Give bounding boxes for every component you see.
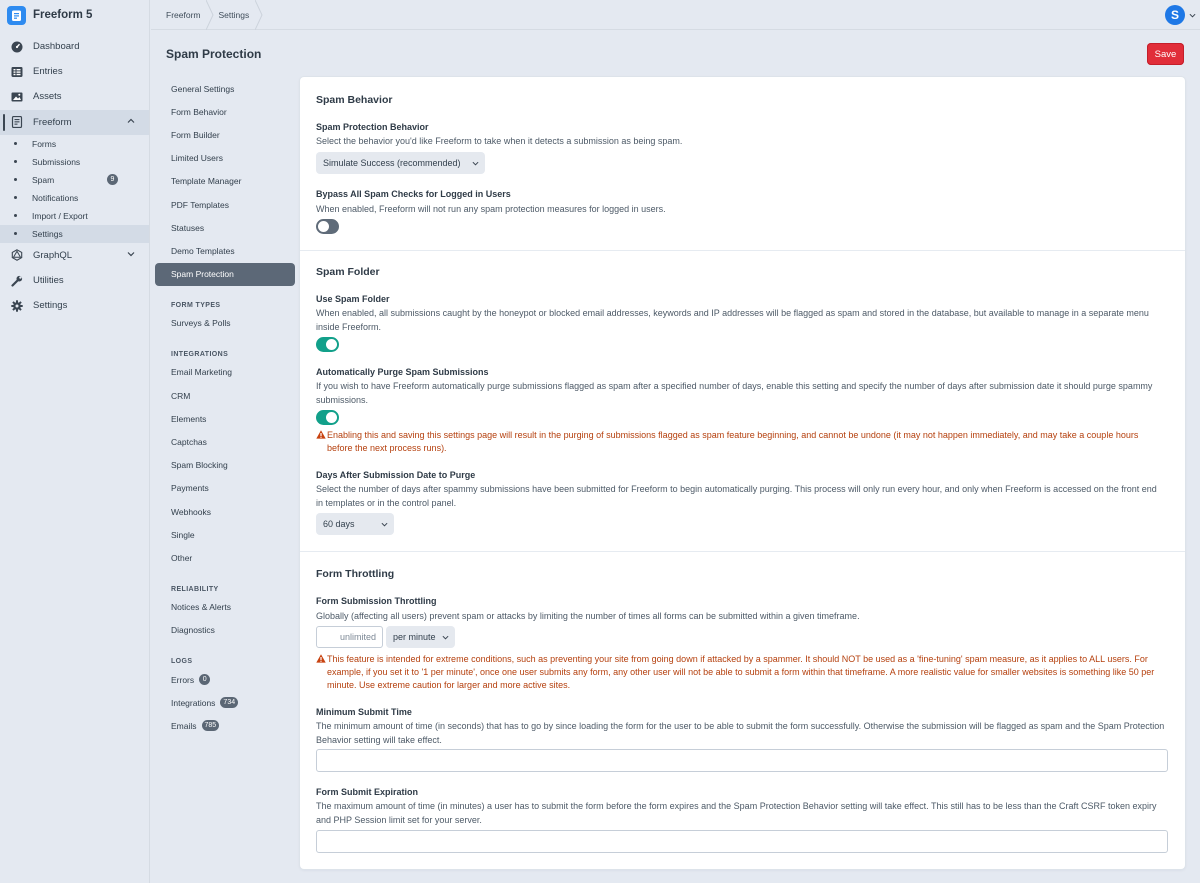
settings-nav-emails-log[interactable] xyxy=(155,714,295,737)
top-bar xyxy=(151,0,1200,30)
warning-icon xyxy=(316,430,326,439)
field-label-auto-purge: Automatically Purge Spam Submissions xyxy=(316,367,489,377)
settings-nav-form-builder[interactable]: Form Builder xyxy=(171,129,220,140)
settings-nav-notices-alerts[interactable]: Notices & Alerts xyxy=(171,602,231,613)
chevron-down-icon xyxy=(442,634,449,641)
section-title-spam-folder: Spam Folder xyxy=(316,266,380,278)
settings-content xyxy=(300,77,1185,869)
sub-item-label: Notifications xyxy=(32,192,79,203)
section-divider xyxy=(300,551,1185,552)
settings-nav-general-settings[interactable]: General Settings xyxy=(171,83,235,94)
sub-item-label: Forms xyxy=(32,138,57,149)
settings-nav-surveys-polls[interactable]: Surveys & Polls xyxy=(171,318,231,329)
save-button[interactable]: Save xyxy=(1147,43,1184,65)
nav-label: Dashboard xyxy=(33,41,80,53)
toggle-knob xyxy=(318,221,329,232)
settings-nav-pdf-templates[interactable]: PDF Templates xyxy=(171,199,229,210)
section-title-spam-behavior: Spam Behavior xyxy=(316,94,393,106)
field-desc-auto-purge: If you wish to have Freeform automatically purge submissions flagged as spam after a specified number of days, enable this setting and specify the number of days after submission date it should purge spammy submissions. xyxy=(316,381,1153,405)
toggle-knob xyxy=(326,339,337,350)
section-title-form-throttling: Form Throttling xyxy=(316,568,395,580)
subnav-label: Integrations xyxy=(171,697,216,708)
freeform-icon xyxy=(10,116,23,129)
graphql-icon xyxy=(10,249,23,262)
settings-nav-limited-users[interactable]: Limited Users xyxy=(171,153,223,164)
sub-item-forms[interactable] xyxy=(0,135,149,153)
field-label-use-spam-folder: Use Spam Folder xyxy=(316,294,390,304)
sub-item-notifications[interactable] xyxy=(0,189,149,207)
subnav-heading-logs: LOGS xyxy=(171,657,193,665)
brand[interactable] xyxy=(0,0,149,30)
throttle-count-input[interactable] xyxy=(316,626,383,648)
nav-item-assets[interactable] xyxy=(0,84,149,109)
global-nav xyxy=(0,34,149,318)
settings-nav-errors[interactable] xyxy=(155,668,295,691)
sub-item-spam[interactable] xyxy=(0,171,149,189)
nav-label: GraphQL xyxy=(33,249,73,261)
settings-nav-integrations-log[interactable] xyxy=(155,691,295,714)
settings-nav-crm[interactable]: CRM xyxy=(171,390,191,401)
spam-behavior-select[interactable] xyxy=(316,152,485,174)
settings-nav-elements[interactable]: Elements xyxy=(171,413,207,424)
field-label-days-to-purge: Days After Submission Date to Purge xyxy=(316,470,476,480)
use-spam-folder-toggle[interactable] xyxy=(316,337,339,352)
chevron-down-icon xyxy=(381,521,388,528)
nav-label: Utilities xyxy=(33,275,64,287)
field-desc-use-spam-folder: When enabled, all submissions caught by the honeypot or blocked email addresses, keywords and IP addresses will be flagged as spam and stored in the database, but available to manage in a separate menu inside Freeform. xyxy=(316,308,1149,332)
nav-item-freeform[interactable] xyxy=(0,110,149,135)
field-desc-form-submit-expiration: The maximum amount of time (in minutes) a user has to submit the form before the form expires and the Spam Protection Behavior setting will take effect. This still has to be less than the Craft CSRF token expiry and PHP Session limit set for your server. xyxy=(316,801,1157,825)
field-label-spam-protection-behavior: Spam Protection Behavior xyxy=(316,122,429,132)
throttling-warning xyxy=(316,653,1166,693)
settings-nav-spam-protection[interactable]: Spam Protection xyxy=(155,263,295,286)
select-value: 60 days xyxy=(323,519,355,529)
chevron-down-icon[interactable] xyxy=(127,250,135,261)
sub-item-label: Settings xyxy=(32,228,63,239)
sub-item-label: Import / Export xyxy=(32,210,88,221)
nav-item-entries[interactable] xyxy=(0,59,149,84)
field-desc-days-to-purge: Select the number of days after spammy submissions have been submitted for Freeform to begin automatically purging. This process will only run every hour, and only when Freeform is accessed on the front end in templates or in the control panel. xyxy=(316,484,1157,508)
subnav-label: Emails xyxy=(171,720,197,731)
chevron-down-icon[interactable] xyxy=(1189,12,1196,19)
app-title: Freeform 5 xyxy=(33,9,93,21)
bullet-icon xyxy=(14,178,17,181)
sub-item-label: Spam xyxy=(32,174,55,185)
integrations-count-badge: 734 xyxy=(220,697,238,708)
breadcrumb-separator-icon xyxy=(206,0,214,30)
toggle-knob xyxy=(326,412,337,423)
warning-icon xyxy=(316,654,326,663)
subnav-label: Errors xyxy=(171,674,195,685)
nav-label: Settings xyxy=(33,300,68,312)
chevron-up-icon[interactable] xyxy=(127,117,135,128)
subnav-heading-form-types: FORM TYPES xyxy=(171,301,221,309)
select-value: Simulate Success (recommended) xyxy=(323,158,461,168)
sub-item-settings[interactable] xyxy=(0,225,149,243)
bypass-logged-in-toggle[interactable] xyxy=(316,219,339,234)
errors-count-badge: 0 xyxy=(199,674,210,685)
breadcrumb-freeform[interactable] xyxy=(151,0,214,30)
field-desc-minimum-submit-time: The minimum amount of time (in seconds) that has to go by since loading the form for the user to be able to submit the form successfully. Otherwise the submission will be flagged as spam and the Spam Protection Behavior setting will take effect. xyxy=(316,721,1165,745)
settings-nav-single[interactable]: Single xyxy=(171,529,195,540)
sub-item-import-export[interactable] xyxy=(0,207,149,225)
bullet-icon xyxy=(14,160,17,163)
field-label-submission-throttling: Form Submission Throttling xyxy=(316,596,437,606)
user-avatar[interactable]: S xyxy=(1165,5,1185,25)
settings-nav-statuses[interactable]: Statuses xyxy=(171,222,205,233)
minimum-submit-time-input[interactable] xyxy=(316,749,1168,772)
emails-count-badge: 785 xyxy=(202,720,220,731)
wrench-icon xyxy=(10,274,23,287)
breadcrumb-label: Settings xyxy=(218,9,250,20)
bullet-icon xyxy=(14,232,17,235)
field-desc-spam-protection-behavior: Select the behavior you'd like Freeform to take when it detects a submission as being spam. xyxy=(316,136,683,146)
chevron-down-icon xyxy=(472,160,479,167)
throttle-interval-select[interactable] xyxy=(386,626,455,648)
page-title: Spam Protection xyxy=(166,47,262,61)
field-desc-bypass-logged-in: When enabled, Freeform will not run any spam protection measures for logged in users. xyxy=(316,204,666,214)
sub-item-submissions[interactable] xyxy=(0,153,149,171)
settings-nav-diagnostics[interactable]: Diagnostics xyxy=(171,625,215,636)
settings-nav-webhooks[interactable]: Webhooks xyxy=(171,506,212,517)
warning-text: This feature is intended for extreme conditions, such as preventing your site from going down if attacked by a spammer. It should NOT be used as a 'fine-tuning' spam measure, as it applies to ALL users. For example, if you set it to '1 per minute', once one user submits any form, any other user will not be able to submit a form within that timeframe. A more realistic value for smaller websites is something like 50 per minute. Use extreme caution for larger and more active sites. xyxy=(327,654,1155,691)
freeform-logo-icon xyxy=(7,6,26,25)
dashboard-icon xyxy=(10,40,23,53)
bullet-icon xyxy=(14,142,17,145)
breadcrumb-label: Freeform xyxy=(166,9,201,20)
auto-purge-warning xyxy=(316,429,1166,455)
nav-label: Entries xyxy=(33,66,63,78)
warning-text: Enabling this and saving this settings page will result in the purging of submissions flagged as spam feature beginning, and cannot be undone (it may not happen immediately, and may take a couple hours before the next process runs). xyxy=(327,430,1139,454)
settings-nav-other[interactable]: Other xyxy=(171,552,193,563)
nav-label: Assets xyxy=(33,91,62,103)
settings-nav-captchas[interactable]: Captchas xyxy=(171,437,207,448)
assets-icon xyxy=(10,90,23,103)
settings-nav-spam-blocking[interactable]: Spam Blocking xyxy=(171,460,228,471)
spam-count-badge: 9 xyxy=(107,174,118,185)
settings-nav-payments[interactable]: Payments xyxy=(171,483,209,494)
select-value: per minute xyxy=(393,632,436,642)
nav-item-settings[interactable] xyxy=(0,293,149,318)
bullet-icon xyxy=(14,214,17,217)
settings-nav-template-manager[interactable]: Template Manager xyxy=(171,176,242,187)
gear-icon xyxy=(10,299,23,312)
settings-nav-demo-templates[interactable]: Demo Templates xyxy=(171,245,235,256)
field-label-form-submit-expiration: Form Submit Expiration xyxy=(316,787,419,797)
auto-purge-toggle[interactable] xyxy=(316,410,339,425)
nav-label: Freeform xyxy=(33,116,72,128)
subnav-heading-integrations: INTEGRATIONS xyxy=(171,350,229,358)
subnav-heading-reliability: RELIABILITY xyxy=(171,585,219,593)
sub-item-label: Submissions xyxy=(32,156,81,167)
entries-icon xyxy=(10,65,23,78)
nav-item-dashboard[interactable] xyxy=(0,34,149,59)
settings-nav-form-behavior[interactable]: Form Behavior xyxy=(171,106,227,117)
field-label-bypass-logged-in: Bypass All Spam Checks for Logged in Users xyxy=(316,189,511,199)
field-label-minimum-submit-time: Minimum Submit Time xyxy=(316,707,412,717)
bullet-icon xyxy=(14,196,17,199)
section-divider xyxy=(300,250,1185,251)
breadcrumb-settings[interactable] xyxy=(214,0,263,30)
days-to-purge-select[interactable] xyxy=(316,513,394,535)
nav-item-utilities[interactable] xyxy=(0,268,149,293)
nav-item-graphql[interactable] xyxy=(0,243,149,268)
global-sidebar xyxy=(0,0,150,883)
form-submit-expiration-input[interactable] xyxy=(316,830,1168,853)
settings-subnav xyxy=(155,77,295,738)
field-desc-submission-throttling: Globally (affecting all users) prevent spam or attacks by limiting the number of times all forms can be submitted within a given timeframe. xyxy=(316,611,860,621)
breadcrumb-separator-icon xyxy=(255,0,263,30)
settings-nav-email-marketing[interactable]: Email Marketing xyxy=(171,367,232,378)
